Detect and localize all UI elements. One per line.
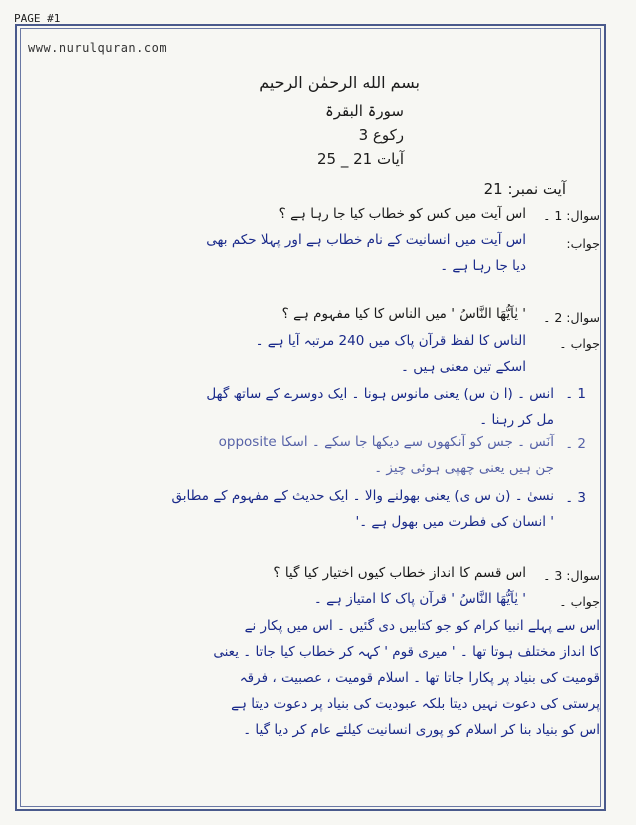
meaning-1-line-1: انس ۔ (ا ن س) یعنی مانوس ہونا ۔ ایک دوسرے کے ساتھ گھل (206, 386, 554, 402)
q3-answer-line-2: اس سے پہلے انبیا کرام کو جو کتابیں دی گئیں ۔ اس میں پکار نے (244, 618, 600, 634)
meaning-3-line-1: نسیٰ ۔ (ن س ی) یعنی بھولنے والا ۔ ایک حدیث کے مفہوم کے مطابق (171, 488, 554, 504)
q3-answer-line-1: ' یٰاَیُّھَا النَّاسُ ' قرآن پاک کا امتیاز ہے ۔ (313, 591, 526, 607)
q2-answer-line-1: الناس کا لفظ قرآن پاک میں 240 مرتبہ آیا ہے ۔ (255, 333, 526, 349)
q3-answer-label: جواب ۔ (559, 594, 600, 609)
surah-name: سورۃ البقرۃ (324, 102, 404, 120)
q1-answer-label: جواب: (566, 236, 600, 251)
meaning-3-line-2: ' انسان کی فطرت میں بھول ہے ۔' (355, 514, 554, 530)
website-url: www.nurulquran.com (28, 41, 168, 55)
q3-answer-line-4: قومیت کی بنیاد پر پکارا جاتا تھا ۔ اسلام قومیت ، عصبیت ، فرقہ (239, 670, 600, 686)
meaning-3-number: 3 ۔ (565, 490, 586, 506)
ayat-range: آیات 21 _ 25 (316, 150, 404, 168)
q2-answer-line-2: اسکے تین معنی ہیں ۔ (401, 359, 526, 375)
q1-answer-line-2: دیا جا رہا ہے ۔ (440, 258, 526, 274)
page-number-label: PAGE #1 (14, 12, 61, 25)
q3-answer-line-5: پرستی کی دعوت نہیں دیتا بلکہ عبودیت کی بنیاد پر دعوت دیتا ہے (231, 696, 600, 712)
meaning-2-line-2: جن ہیں یعنی چھپی ہوئی چیز ۔ (374, 460, 554, 476)
ayat-number: آیت نمبر: 21 (483, 180, 566, 198)
q3-label: سوال: 3 ۔ (543, 568, 600, 583)
q2-label: سوال: 2 ۔ (543, 310, 600, 325)
q2-answer-label: جواب ۔ (559, 336, 600, 351)
q3-answer-line-3: کا انداز مختلف ہوتا تھا ۔ ' میری قوم ' کہہ کر خطاب کیا جاتا ۔ یعنی (213, 644, 600, 660)
ruku-number: رکوع 3 (358, 126, 404, 144)
meaning-2-number: 2 ۔ (565, 436, 586, 452)
q1-label: سوال: 1 ۔ (543, 208, 600, 223)
q1-question: اس آیت میں کس کو خطاب کیا جا رہا ہے ؟ (278, 206, 526, 222)
q2-question: ' یٰاَیُّھَا النَّاسُ ' میں الناس کا کیا مفہوم ہے ؟ (281, 306, 526, 322)
meaning-2-line-1: آنَس ۔ جس کو آنکھوں سے دیکھا جا سکے ۔ اسکا opposite (218, 434, 554, 450)
bismillah: بسم الله الرحمٰن الرحیم (259, 73, 420, 92)
q3-question: اس قسم کا انداز خطاب کیوں اختیار کیا گیا ؟ (273, 565, 526, 581)
meaning-1-number: 1 ۔ (565, 386, 586, 402)
q1-answer-line-1: اس آیت میں انسانیت کے نام خطاب ہے اور پہلا حکم بھی (206, 232, 526, 248)
q3-answer-line-6: اس کو بنیاد بنا کر اسلام کو پوری انسانیت کیلئے عام کر دیا گیا ۔ (243, 722, 600, 738)
meaning-1-line-2: مل کر رہنا ۔ (479, 412, 554, 428)
